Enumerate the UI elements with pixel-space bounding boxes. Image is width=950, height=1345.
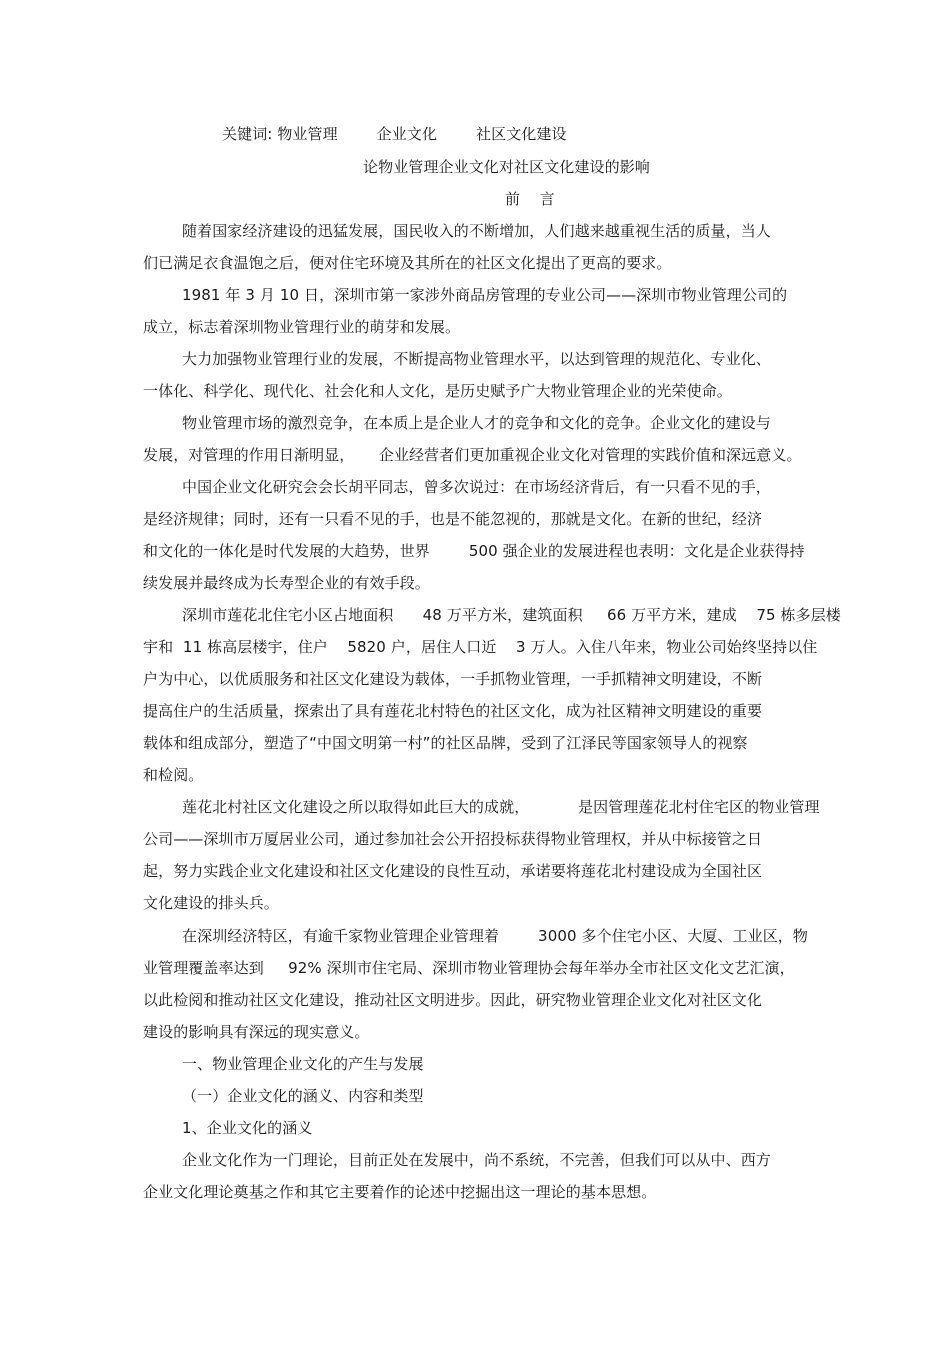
paragraph-line: 1981 年 3 月 10 日，深圳市第一家涉外商品房管理的专业公司——深圳市物业管理公司的 bbox=[182, 286, 788, 304]
subsubsection-heading: 1、企业文化的涵义 bbox=[182, 1119, 313, 1137]
keywords-line: 关键词: 物业管理 企业文化 社区文化建设 bbox=[222, 125, 567, 143]
paragraph-line: 深圳市莲花北住宅小区占地面积 48 万平方米，建筑面积 66 万平方米，建成 75 栋多层楼 bbox=[182, 606, 841, 624]
paragraph-line: 和检阅。 bbox=[143, 766, 204, 784]
paragraph-line: 企业文化理论奠基之作和其它主要着作的论述中挖掘出这一理论的基本思想。 bbox=[143, 1183, 657, 1201]
paragraph-line: 中国企业文化研究会会长胡平同志，曾多次说过：在市场经济背后，有一只看不见的手， bbox=[182, 478, 771, 496]
paragraph-line: 载体和组成部分，塑造了“中国文明第一村”的社区品牌，受到了江泽民等国家领导人的视察 bbox=[143, 734, 748, 752]
paragraph-line: 公司——深圳市万厦居业公司，通过参加社会公开招投标获得物业管理权，并从中标接管之日 bbox=[143, 830, 763, 848]
paragraph-line: 建设的影响具有深远的现实意义。 bbox=[143, 1023, 370, 1041]
paragraph-line: 是经济规律；同时，还有一只看不见的手，也是不能忽视的，那就是文化。在新的世纪，经济 bbox=[143, 510, 763, 528]
paragraph-line: 和文化的一体化是时代发展的大趋势，世界 500 强企业的发展进程也表明：文化是企业获得持 bbox=[143, 542, 805, 560]
paragraph-line: 成立，标志着深圳物业管理行业的萌芽和发展。 bbox=[143, 318, 461, 336]
paragraph-line: 一体化、科学化、现代化、社会化和人文化，是历史赋予广大物业管理企业的光荣使命。 bbox=[143, 382, 732, 400]
paragraph-line: 发展，对管理的作用日渐明显， 企业经营者们更加重视企业文化对管理的实践价值和深远意义。 bbox=[143, 446, 802, 464]
paragraph-line: 大力加强物业管理行业的发展，不断提高物业管理水平，以达到管理的规范化、专业化、 bbox=[182, 350, 771, 368]
paragraph-line: 随着国家经济建设的迅猛发展，国民收入的不断增加，人们越来越重视生活的质量，当人 bbox=[182, 222, 771, 240]
paragraph-line: 物业管理市场的激烈竞争，在本质上是企业人才的竞争和文化的竞争。企业文化的建设与 bbox=[182, 414, 771, 432]
paragraph-line: 以此检阅和推动社区文化建设，推动社区文明进步。因此，研究物业管理企业文化对社区文化 bbox=[143, 991, 763, 1009]
paragraph-line: 文化建设的排头兵。 bbox=[143, 894, 279, 912]
preface-heading: 前 言 bbox=[505, 190, 555, 208]
paragraph-line: 提高住户的生活质量，探索出了具有莲花北村特色的社区文化，成为社区精神文明建设的重要 bbox=[143, 702, 763, 720]
paragraph-line: 续发展并最终成为长寿型企业的有效手段。 bbox=[143, 574, 430, 592]
paragraph-line: 业管理覆盖率达到 92% 深圳市住宅局、深圳市物业管理协会每年举办全市社区文化文艺汇演， bbox=[143, 959, 795, 977]
section-heading: 一、物业管理企业文化的产生与发展 bbox=[182, 1055, 424, 1073]
paragraph-line: 莲花北村社区文化建设之所以取得如此巨大的成就， 是因管理莲花北村住宅区的物业管理 bbox=[182, 798, 820, 816]
paragraph-line: 在深圳经济特区，有逾千家物业管理企业管理着 3000 多个住宅小区、大厦、工业区，物 bbox=[182, 927, 808, 945]
document-title: 论物业管理企业文化对社区文化建设的影响 bbox=[363, 158, 650, 176]
paragraph-line: 们已满足衣食温饱之后，便对住宅环境及其所在的社区文化提出了更高的要求。 bbox=[143, 254, 672, 272]
paragraph-line: 起，努力实践企业文化建设和社区文化建设的良性互动，承诺要将莲花北村建设成为全国社区 bbox=[143, 862, 763, 880]
subsection-heading: （一）企业文化的涵义、内容和类型 bbox=[182, 1087, 424, 1105]
paragraph-line: 户为中心，以优质服务和社区文化建设为载体，一手抓物业管理，一手抓精神文明建设，不断 bbox=[143, 670, 763, 688]
paragraph-line: 宇和 11 栋高层楼宇，住户 5820 户，居住人口近 3 万人。入住八年来，物业公司始终坚持以住 bbox=[143, 638, 818, 656]
paragraph-line: 企业文化作为一门理论，目前正处在发展中，尚不系统，不完善，但我们可以从中、西方 bbox=[182, 1151, 771, 1169]
